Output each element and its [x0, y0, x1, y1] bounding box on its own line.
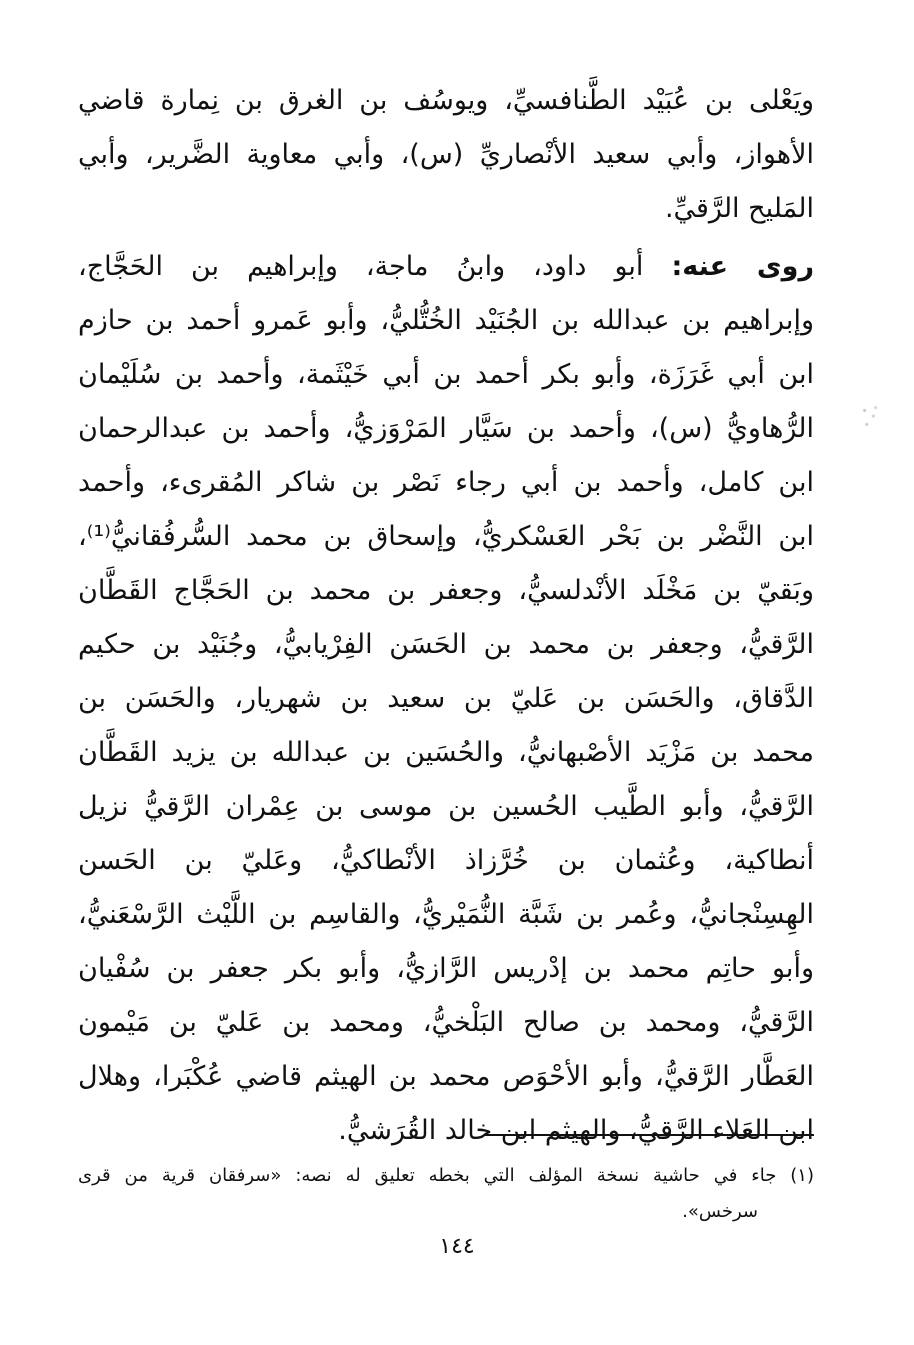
text-line: وبَقيّ بن مَخْلَد الأنْدلسيُّ، وجعفر بن محمد بن الحَجَّاج القَطَّان [78, 575, 814, 606]
text-line-first [78, 240, 814, 294]
text-line: العَطَّار الرَّقيُّ، وأبو الأحْوَص محمد بن الهيثم قاضي عُكْبَرا، وهلال [78, 1061, 814, 1092]
text-line: الرَّقيُّ، وأبو الطَّيب الحُسين بن موسى بن عِمْران الرَّقيُّ نزيل [78, 791, 814, 822]
text-line: الرَّقيُّ، ومحمد بن صالح البَلْخيُّ، ومحمد بن عَليّ بن مَيْمون [78, 1007, 814, 1038]
text-line: محمد بن مَزْيَد الأصْبهانيُّ، والحُسَين بن عبدالله بن يزيد القَطَّان [78, 737, 814, 768]
text-line: الرُّهاويُّ (س)، وأحمد بن سَيَّار المَرْوَزيُّ، وأحمد بن عبدالرحمان [78, 413, 814, 444]
footnote-line: سرخس». [682, 1201, 758, 1222]
footnote-divider [484, 1134, 814, 1136]
text-line: المَليح الرَّقيِّ. [664, 193, 814, 224]
text-line: ابن العَلاء الرَّقيُّ، والهيثم ابن خالد القُرَشيُّ. [338, 1115, 814, 1146]
text-line: أنطاكية، وعُثمان بن خُرَّزاذ الأنْطاكيُّ، وعَليّ بن الحَسن [78, 845, 814, 876]
text-line: ابن النَّضْر بن بَحْر العَسْكريُّ، وإسحاق بن محمد السُّرفُقانيُّ⁽¹⁾، [78, 521, 814, 552]
paragraph-students [78, 240, 814, 1158]
footnote-line: (١) جاء في حاشية نسخة المؤلف التي بخطه تعليق له نصه: «سرفقان قرية من قرى [78, 1165, 814, 1186]
narrated-from-label: روى عنه: [671, 251, 815, 282]
text-line: وإبراهيم بن عبدالله بن الجُنَيْد الخُتُّليُّ، وأبو عَمرو أحمد بن حازم [78, 305, 814, 336]
text-line-first-rest: أبو داود، وابنُ ماجة، وإبراهيم بن الحَجَّاج، [78, 251, 672, 282]
text-line: الرَّقيُّ، وجعفر بن محمد بن الحَسَن الفِرْيابيُّ، وجُنَيْد بن حكيم [78, 629, 814, 660]
text-line: ويَعْلى بن عُبَيْد الطَّنافسيِّ، ويوسُف بن الغرق بن نِمارة قاضي [78, 85, 814, 116]
footnote [78, 1158, 814, 1230]
text-line: الأهواز، وأبي سعيد الأنْصاريِّ (س)، وأبي معاوية الضَّرير، وأبي [78, 139, 814, 170]
text-line: الهِسِنْجانيُّ، وعُمر بن شَبَّة النُّمَيْريُّ، والقاسِم بن اللَّيْث الرَّسْعَنيُّ، [78, 899, 814, 930]
text-line: ابن أبي غَرَزَة، وأبو بكر أحمد بن أبي خَيْثَمة، وأحمد بن سُلَيْمان [78, 359, 814, 390]
text-line: وأبو حاتِم محمد بن إدْريس الرَّازيُّ، وأبو بكر جعفر بن سُفْيان [78, 953, 814, 984]
page-number: ١٤٤ [439, 1234, 475, 1259]
paragraph-teachers-continued [78, 74, 814, 236]
text-line: ابن كامل، وأحمد بن أبي رجاء نَصْر بن شاكر المُقرىء، وأحمد [78, 467, 814, 498]
scan-artifact [858, 402, 880, 430]
text-line: الدَّقاق، والحَسَن بن عَليّ بن سعيد بن شهريار، والحَسَن بن [78, 683, 814, 714]
